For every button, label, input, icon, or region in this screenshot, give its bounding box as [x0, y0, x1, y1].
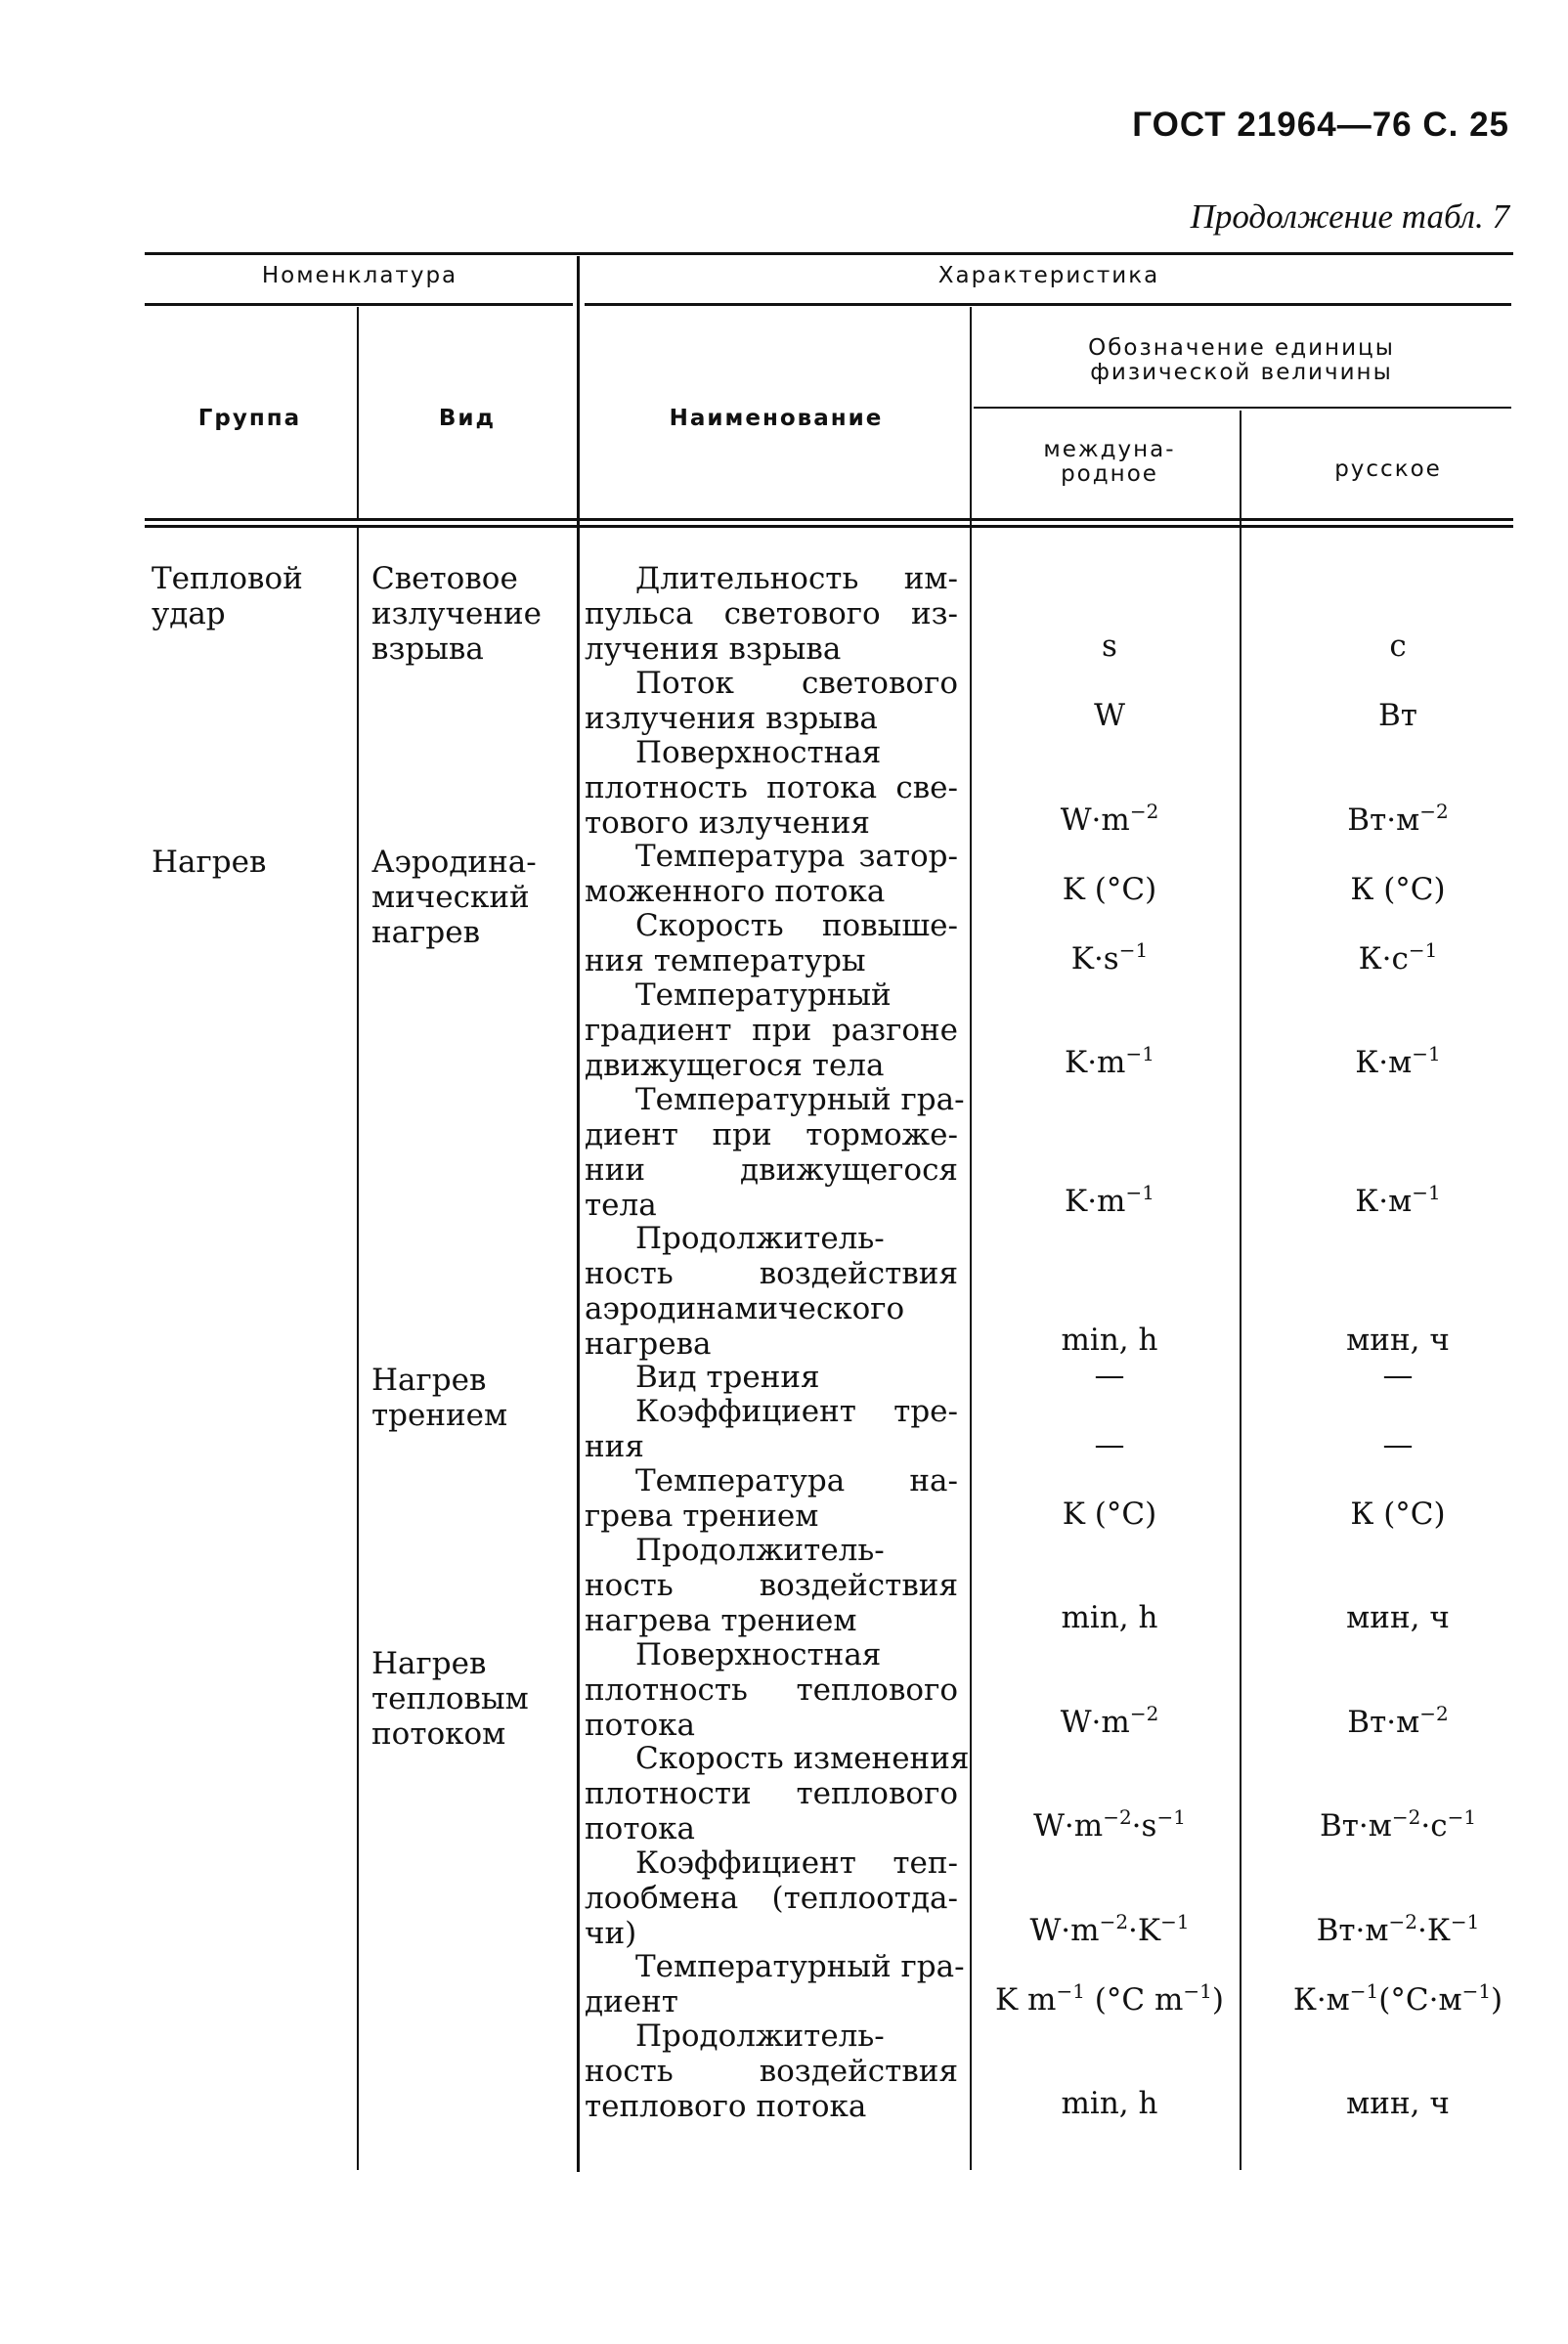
- name-line: Вид трения: [635, 1359, 820, 1395]
- name-line: диент при торможе-: [585, 1116, 958, 1152]
- name-line: пульса светового из-: [585, 596, 958, 631]
- name-line: тела: [585, 1187, 657, 1223]
- name-line: движущегося тела: [585, 1048, 885, 1083]
- unit-designation-underline: [974, 407, 1511, 409]
- characteristic-name: [585, 1394, 958, 1464]
- unit-russian: $Вт\cdot м^{-2}$: [1347, 799, 1449, 838]
- unit-russian: —: [1382, 1357, 1414, 1393]
- header-nomenclature: Номенклатура: [261, 263, 458, 288]
- kind-friction-heating: Нагрев трением: [371, 1363, 508, 1433]
- characteristic-name: [585, 1949, 965, 2019]
- characteristic-name: [585, 561, 958, 667]
- name-line: Продолжитель-: [635, 1533, 885, 1568]
- name-line: Температурный: [635, 977, 892, 1013]
- name-line: потока: [585, 1811, 695, 1846]
- table-caption: Продолжение табл. 7: [1190, 197, 1509, 236]
- vline-group-kind: [357, 307, 359, 518]
- name-line: ния температуры: [585, 943, 866, 978]
- unit-international: $K\cdot m^{-1}$: [1065, 1181, 1154, 1219]
- name-line: чи): [585, 1915, 637, 1951]
- name-line: лообмена (теплоотда-: [585, 1880, 958, 1916]
- unit-russian: мин, ч: [1346, 1323, 1450, 1358]
- vline-name-symbols: [970, 307, 972, 2170]
- header-bottom-rule-2: [145, 525, 1513, 528]
- page-header: ГОСТ 21964—76 С. 25: [1132, 106, 1509, 144]
- name-line: нагрева трением: [585, 1603, 857, 1638]
- header-name: Наименование: [669, 406, 884, 431]
- characteristic-name: [585, 908, 958, 978]
- name-line: ность воздействия: [585, 1255, 958, 1291]
- vline-group-kind-body: [357, 528, 359, 2170]
- unit-russian: $Вт\cdot м^{-2}$: [1347, 1701, 1449, 1740]
- characteristic-name: [585, 1081, 965, 1223]
- header-bottom-rule-1: [145, 518, 1513, 521]
- unit-russian: $К\cdot с^{-1}$: [1358, 937, 1438, 977]
- name-line: теплового потока: [585, 2089, 867, 2124]
- name-line: плотности теплового: [585, 1776, 958, 1811]
- table-top-rule: [145, 252, 1513, 255]
- header-international: междуна- родное: [1043, 437, 1176, 487]
- unit-international: K (°C): [1062, 1496, 1157, 1532]
- characteristic-name: [585, 1533, 958, 1638]
- characteristic-name: [585, 839, 958, 909]
- name-line: ность воздействия: [585, 2054, 958, 2089]
- header-group: Группа: [197, 406, 302, 431]
- characteristic-name: [585, 977, 958, 1083]
- nomenclature-underline: [145, 303, 573, 306]
- vline-nomen-char: [577, 256, 580, 2172]
- unit-russian: $Вт\cdot м^{-2}\cdot К^{-1}$: [1316, 1909, 1480, 1948]
- name-line: Температура на-: [635, 1463, 958, 1498]
- unit-international: min, h: [1061, 1323, 1158, 1358]
- unit-international: $W\cdot m^{-2}\cdot s^{-1}$: [1033, 1805, 1186, 1844]
- unit-russian: $К\cdot м^{-1}(^\circ С\cdot м^{-1})$: [1292, 1978, 1503, 2018]
- kind-aerodynamic-heating: Аэродина- мический нагрев: [371, 845, 537, 950]
- name-line: грева трением: [585, 1498, 819, 1534]
- name-line: Скорость повыше-: [635, 908, 958, 943]
- characteristic-name: [585, 666, 958, 736]
- name-line: Длительность им-: [635, 561, 958, 596]
- name-line: нагрева: [585, 1325, 712, 1362]
- characteristic-name: [585, 735, 958, 841]
- name-line: Скорость изменения: [635, 1741, 970, 1776]
- name-line: Продолжитель-: [635, 2018, 885, 2054]
- unit-russian: с: [1389, 629, 1407, 664]
- name-line: аэродинамического: [585, 1290, 905, 1326]
- name-line: излучения взрыва: [585, 700, 878, 736]
- characteristic-underline: [585, 303, 1511, 306]
- kind-heat-flux-heating: Нагрев тепловым потоком: [371, 1646, 529, 1752]
- name-line: Поверхностная: [635, 734, 882, 770]
- unit-international: K (°C): [1062, 871, 1157, 907]
- vline-intl-rus: [1240, 411, 1241, 2170]
- name-line: нии движущегося: [585, 1151, 958, 1188]
- name-line: плотность теплового: [585, 1671, 958, 1708]
- group-heating: Нагрев: [152, 845, 267, 880]
- unit-international: —: [1094, 1426, 1125, 1462]
- name-line: Продолжитель-: [635, 1220, 885, 1256]
- name-line: плотность потока све-: [585, 769, 958, 805]
- name-line: Поверхностная: [635, 1636, 882, 1672]
- characteristic-name: [585, 1360, 958, 1395]
- name-line: Температурный гра-: [635, 1081, 965, 1117]
- unit-russian: К (°С): [1350, 1496, 1446, 1532]
- name-line: Поток светового: [635, 665, 958, 701]
- unit-international: $W\cdot m^{-2}\cdot K^{-1}$: [1029, 1909, 1190, 1948]
- header-kind: Вид: [438, 406, 497, 431]
- name-line: потока: [585, 1707, 695, 1743]
- characteristic-name: [585, 1845, 958, 1951]
- unit-international: $W\cdot m^{-2}$: [1060, 1701, 1159, 1740]
- name-line: тового излучения: [585, 804, 870, 841]
- unit-international: $K\cdot m^{-1}$: [1065, 1042, 1154, 1080]
- characteristic-name: [585, 1221, 958, 1362]
- name-line: диент: [585, 1984, 678, 2019]
- header-unit-designation: Обозначение единицы физической величины: [1088, 335, 1395, 385]
- name-line: Температура затор-: [635, 839, 958, 874]
- group-thermal-shock: Тепловой удар: [152, 561, 303, 631]
- kind-light-radiation: Световое излучение взрыва: [371, 561, 543, 667]
- unit-international: K $m^{-1}$ (°C $m^{-1}$): [995, 1978, 1224, 2018]
- name-line: Коэффициент тре-: [635, 1394, 958, 1429]
- characteristic-name: [585, 1637, 958, 1743]
- name-line: Коэффициент теп-: [635, 1845, 958, 1881]
- name-line: ния: [585, 1429, 644, 1464]
- unit-international: W: [1094, 698, 1125, 733]
- unit-international: s: [1102, 629, 1117, 664]
- name-line: Температурный гра-: [635, 1949, 965, 1984]
- name-line: градиент при разгоне: [585, 1013, 958, 1048]
- name-line: ность воздействия: [585, 1568, 958, 1603]
- unit-russian: $Вт\cdot м^{-2}\cdot с^{-1}$: [1319, 1805, 1477, 1844]
- characteristic-name: [585, 1463, 958, 1534]
- unit-international: min, h: [1061, 1600, 1158, 1635]
- unit-russian: $К\cdot м^{-1}$: [1355, 1042, 1441, 1080]
- name-line: моженного потока: [585, 874, 886, 909]
- header-russian: русское: [1334, 456, 1442, 482]
- unit-russian: мин, ч: [1346, 1600, 1450, 1635]
- characteristic-name: [585, 1741, 970, 1846]
- unit-russian: $К\cdot м^{-1}$: [1355, 1181, 1441, 1219]
- unit-russian: Вт: [1378, 698, 1417, 733]
- unit-russian: мин, ч: [1346, 2086, 1450, 2121]
- unit-international: —: [1094, 1357, 1125, 1393]
- unit-international: $K\cdot s^{-1}$: [1070, 937, 1149, 977]
- unit-international: $W\cdot m^{-2}$: [1060, 799, 1159, 838]
- unit-international: min, h: [1061, 2086, 1158, 2121]
- characteristic-name: [585, 2018, 958, 2124]
- unit-russian: —: [1382, 1426, 1414, 1462]
- header-characteristic: Характеристика: [937, 263, 1160, 288]
- name-line: лучения взрыва: [585, 631, 842, 667]
- unit-russian: К (°С): [1350, 871, 1446, 907]
